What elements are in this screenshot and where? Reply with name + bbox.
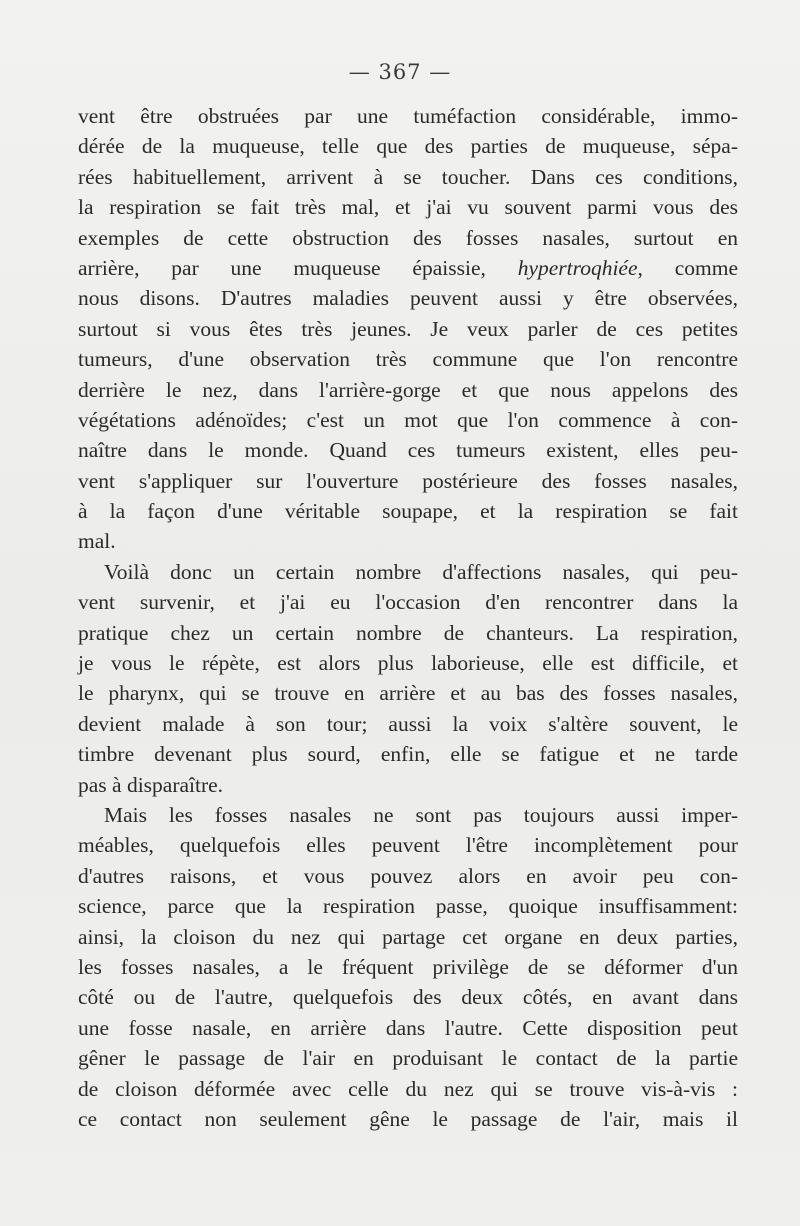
text-line: ce contact non seulement gêne le passage de l'air, mais il xyxy=(78,1106,738,1131)
text-line: derrière le nez, dans l'arrière-gorge et que nous appelons des xyxy=(78,377,738,402)
text-line: rées habituellement, arrivent à se toucher. Dans ces conditions, xyxy=(78,164,738,189)
text-line: ainsi, la cloison du nez qui partage cet organe en deux parties, xyxy=(78,924,738,949)
text-line: dérée de la muqueuse, telle que des parties de muqueuse, sépa- xyxy=(78,134,738,159)
text-segment: , comme xyxy=(637,255,738,280)
text-line: méables, quelquefois elles peuvent l'être incomplètement pour xyxy=(78,833,738,858)
text-line: mal. xyxy=(78,529,116,554)
text-line: à la façon d'une véritable soupape, et la respiration se fait xyxy=(78,499,738,524)
text-line-with-italic xyxy=(78,253,738,283)
text-line: pas à disparaître. xyxy=(78,772,224,797)
text-line: les fosses nasales, a le fréquent privilège de se déformer d'un xyxy=(78,954,738,979)
italic-term: hypertroqhiée xyxy=(517,255,638,280)
text-segment: arrière, par une muqueuse épaissie, xyxy=(78,255,518,280)
text-line: nous disons. D'autres maladies peuvent aussi y être observées, xyxy=(78,286,738,311)
text-line: pratique chez un certain nombre de chanteurs. La respiration, xyxy=(78,620,738,645)
text-line: d'autres raisons, et vous pouvez alors en avoir peu con- xyxy=(78,863,738,888)
text-line: gêner le passage de l'air en produisant le contact de la partie xyxy=(78,1046,738,1071)
text-line: exemples de cette obstruction des fosses nasales, surtout en xyxy=(78,225,738,250)
text-line: timbre devenant plus sourd, enfin, elle se fatigue et ne tarde xyxy=(78,742,738,767)
text-line: vent survenir, et j'ai eu l'occasion d'en rencontrer dans la xyxy=(78,590,738,615)
text-line: végétations adénoïdes; c'est un mot que l'on commence à con- xyxy=(78,407,738,432)
text-line: je vous le répète, est alors plus laborieuse, elle est difficile, et xyxy=(78,651,738,676)
body-text xyxy=(78,101,738,1134)
text-line: tumeurs, d'une observation très commune que l'on rencontre xyxy=(78,347,738,372)
paragraph-start: Mais les fosses nasales ne sont pas toujours aussi imper- xyxy=(104,802,738,827)
text-line: science, parce que la respiration passe, quoique insuffisamment: xyxy=(78,894,738,919)
text-line: de cloison déformée avec celle du nez qui se trouve vis-à-vis : xyxy=(78,1076,738,1101)
text-line: le pharynx, qui se trouve en arrière et au bas des fosses nasales, xyxy=(78,681,738,706)
page-number: — 367 — xyxy=(348,60,452,84)
paragraph-start: Voilà donc un certain nombre d'affections nasales, qui peu- xyxy=(104,559,738,584)
text-line: surtout si vous êtes très jeunes. Je veux parler de ces petites xyxy=(78,316,738,341)
text-line: vent être obstruées par une tuméfaction considérable, immo- xyxy=(78,104,738,128)
text-line: la respiration se fait très mal, et j'ai vu souvent parmi vous des xyxy=(78,195,738,220)
text-line: devient malade à son tour; aussi la voix s'altère souvent, le xyxy=(78,711,738,736)
text-line: côté ou de l'autre, quelquefois des deux côtés, en avant dans xyxy=(78,985,738,1010)
text-line: naître dans le monde. Quand ces tumeurs existent, elles peu- xyxy=(78,438,738,463)
text-line: une fosse nasale, en arrière dans l'autre. Cette disposition peut xyxy=(78,1015,738,1040)
text-line: vent s'appliquer sur l'ouverture postérieure des fosses nasales, xyxy=(78,468,738,493)
